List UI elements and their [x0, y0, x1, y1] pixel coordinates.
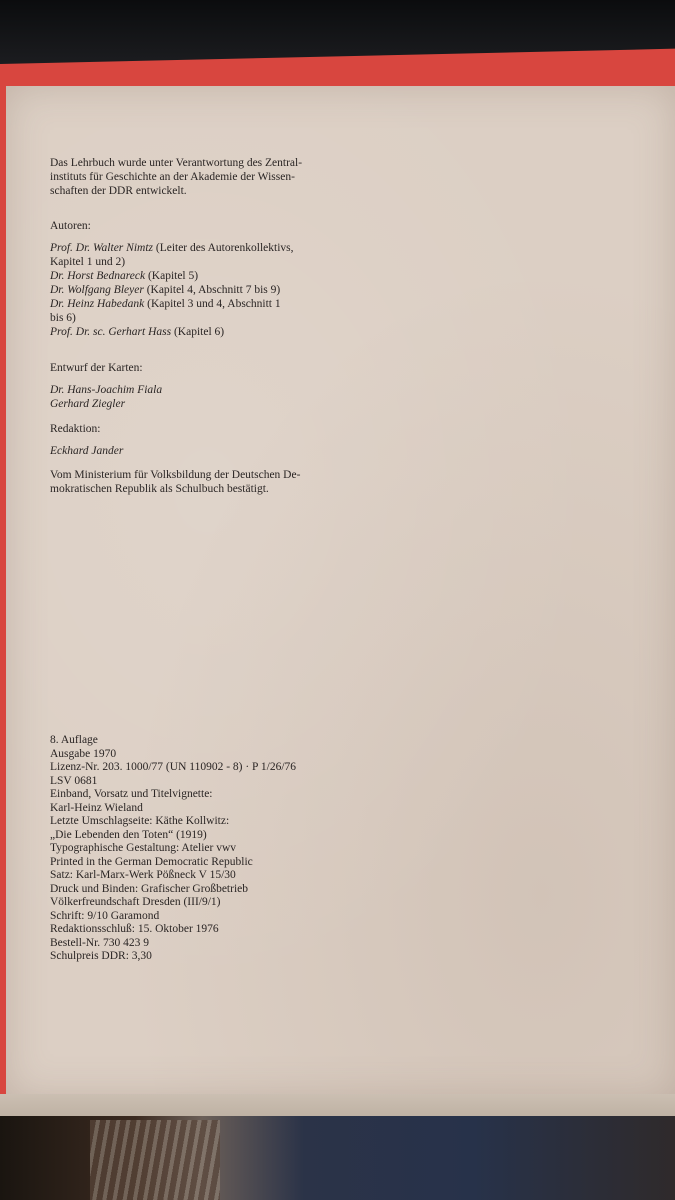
imprint-line: Ausgabe 1970 — [50, 747, 117, 760]
author-entry: Dr. Heinz Habedank (Kapitel 3 und 4, Abschnitt 1 — [50, 298, 281, 310]
imprint-line: Schrift: 9/10 Garamond — [50, 909, 160, 922]
approval-line: Vom Ministerium für Volksbildung der Deutschen De- — [50, 469, 301, 481]
page-bottom-edge — [0, 1094, 675, 1116]
imprint-line: Druck und Binden: Grafischer Großbetrieb — [50, 882, 248, 895]
author-entry: Dr. Horst Bednareck (Kapitel 5) — [50, 270, 199, 282]
intro-line: schaften der DDR entwickelt. — [50, 185, 187, 197]
imprint-line: Satz: Karl-Marx-Werk Pößneck V 15/30 — [50, 869, 236, 881]
imprint-line: Einband, Vorsatz und Titelvignette: — [50, 788, 213, 800]
author-entry: Kapitel 1 und 2) — [50, 256, 126, 268]
maps-author: Gerhard Ziegler — [50, 398, 126, 410]
authors-section — [50, 219, 294, 339]
imprint-line: Lizenz-Nr. 203. 1000/77 (UN 110902 - 8) · P 1/26/76 — [50, 761, 297, 773]
imprint-line: Völkerfreundschaft Dresden (III/9/1) — [50, 896, 221, 908]
imprint-line: Bestell-Nr. 730 423 9 — [50, 936, 150, 949]
imprint-line: LSV 0681 — [50, 774, 98, 787]
imprint-line: „Die Lebenden den Toten“ (1919) — [50, 828, 207, 841]
maps-section — [50, 361, 162, 411]
editor-name: Eckhard Jander — [50, 445, 124, 457]
imprint-line: Karl-Heinz Wieland — [50, 801, 143, 814]
author-entry: Dr. Wolfgang Bleyer (Kapitel 4, Abschnitt 7 bis 9) — [50, 284, 281, 296]
editor-section — [50, 422, 123, 458]
imprint-line: Printed in the German Democratic Republic — [50, 855, 253, 868]
author-entry: Prof. Dr. sc. Gerhart Hass (Kapitel 6) — [50, 326, 225, 338]
intro-paragraph — [50, 156, 302, 198]
author-entry: Prof. Dr. Walter Nimtz (Leiter des Autorenkollektivs, — [50, 242, 294, 254]
imprint-line: 8. Auflage — [50, 734, 98, 746]
imprint-line: Schulpreis DDR: 3,30 — [50, 950, 152, 962]
imprint-line: Redaktionsschluß: 15. Oktober 1976 — [50, 923, 219, 935]
intro-line: Das Lehrbuch wurde unter Verantwortung des Zentral- — [50, 157, 303, 169]
editor-heading: Redaktion: — [50, 423, 101, 435]
author-entry: bis 6) — [50, 312, 76, 324]
imprint-line: Letzte Umschlagseite: Käthe Kollwitz: — [50, 815, 230, 827]
authors-heading: Autoren: — [50, 220, 91, 232]
approval-paragraph — [50, 468, 300, 496]
maps-author: Dr. Hans-Joachim Fiala — [50, 384, 163, 396]
maps-heading: Entwurf der Karten: — [50, 362, 143, 374]
background-rug — [90, 1120, 220, 1200]
approval-line: mokratischen Republik als Schulbuch bestätigt. — [50, 483, 269, 495]
imprint-line: Typographische Gestaltung: Atelier vwv — [50, 842, 237, 854]
intro-line: instituts für Geschichte an der Akademie der Wissen- — [50, 171, 295, 183]
imprint-section — [50, 734, 296, 964]
